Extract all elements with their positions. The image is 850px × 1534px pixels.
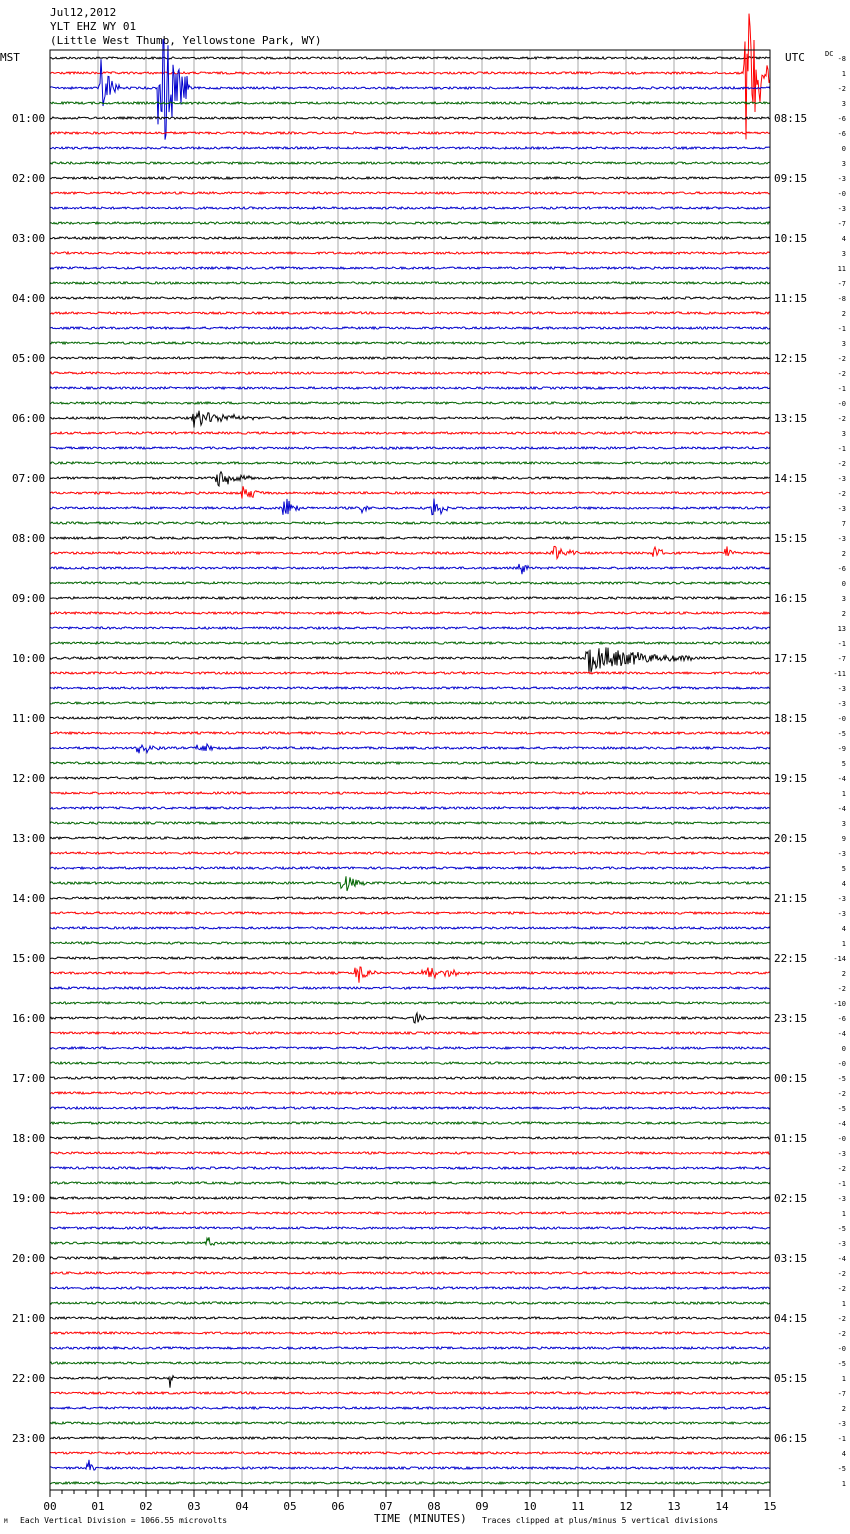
dc-offset-label: 1: [841, 1480, 846, 1488]
dc-offset-label: -2: [837, 490, 846, 498]
dc-offset-label: -2: [837, 1315, 846, 1323]
dc-offset-label: -6: [837, 1015, 846, 1023]
trace-93: [50, 1452, 770, 1454]
trace-91: [50, 1422, 770, 1424]
left-hour-label: 18:00: [12, 1132, 46, 1145]
dc-offset-label: 2: [841, 970, 846, 978]
trace-80: [50, 1257, 770, 1259]
dc-offset-label: -3: [837, 535, 846, 543]
trace-35: [50, 582, 770, 584]
trace-18: [50, 327, 770, 329]
x-tick-label: 08: [427, 1500, 441, 1513]
x-tick-label: 12: [619, 1500, 633, 1513]
trace-82: [50, 1287, 770, 1289]
trace-44: [50, 717, 770, 719]
left-hour-label: 12:00: [12, 772, 46, 785]
dc-offset-label: -1: [837, 385, 846, 393]
trace-85: [50, 1332, 770, 1334]
dc-offset-label: 4: [841, 1450, 846, 1458]
left-hour-label: 01:00: [12, 112, 46, 125]
header: [50, 6, 322, 47]
x-tick-label: 15: [763, 1500, 777, 1513]
left-hour-label: 07:00: [12, 472, 46, 485]
right-hour-label: 13:15: [774, 412, 808, 425]
dc-offset-label: -3: [837, 910, 846, 918]
dc-offset-labels: [833, 55, 846, 1488]
right-hour-label: 16:15: [774, 592, 808, 605]
header-date: Jul12,2012: [50, 6, 117, 19]
dc-offset-label: 1: [841, 790, 846, 798]
left-hour-label: 17:00: [12, 1072, 46, 1085]
trace-34: [50, 564, 770, 574]
right-hour-label: 15:15: [774, 532, 808, 545]
dc-offset-label: -7: [837, 220, 846, 228]
trace-27: [50, 462, 770, 464]
trace-57: [50, 912, 770, 914]
trace-25: [50, 432, 770, 434]
trace-15: [50, 282, 770, 284]
x-tick-label: 13: [667, 1500, 681, 1513]
trace-78: [50, 1227, 770, 1229]
right-hour-label: 06:15: [774, 1432, 808, 1445]
right-hour-label: 02:15: [774, 1192, 808, 1205]
right-hour-label: 17:15: [774, 652, 808, 665]
dc-offset-label: 5: [841, 865, 846, 873]
right-hour-label: 04:15: [774, 1312, 808, 1325]
left-hour-label: 22:00: [12, 1372, 46, 1385]
trace-79: [50, 1237, 770, 1245]
trace-38: [50, 627, 770, 629]
trace-87: [50, 1362, 770, 1364]
dc-offset-label: -2: [837, 1090, 846, 1098]
right-hour-labels: [774, 112, 807, 1445]
trace-11: [50, 222, 770, 224]
x-tick-label: 06: [331, 1500, 345, 1513]
trace-81: [50, 1272, 770, 1274]
trace-5: [50, 132, 770, 134]
dc-offset-label: -4: [837, 1030, 846, 1038]
trace-8: [50, 177, 770, 179]
trace-66: [50, 1047, 770, 1049]
left-hour-label: 11:00: [12, 712, 46, 725]
dc-offset-label: -2: [837, 1285, 846, 1293]
x-tick-label: 07: [379, 1500, 393, 1513]
dc-offset-label: -3: [837, 1240, 846, 1248]
left-hour-label: 14:00: [12, 892, 46, 905]
left-hour-label: 16:00: [12, 1012, 46, 1025]
dc-offset-label: -5: [837, 1465, 846, 1473]
dc-offset-label: 0: [841, 1045, 846, 1053]
dc-offset-label: -3: [837, 1150, 846, 1158]
dc-offset-label: -2: [837, 1330, 846, 1338]
trace-7: [50, 162, 770, 164]
dc-offset-label: -4: [837, 1255, 846, 1263]
right-hour-label: 03:15: [774, 1252, 808, 1265]
dc-offset-label: -2: [837, 1270, 846, 1278]
dc-offset-label: -9: [837, 745, 846, 753]
dc-offset-label: 2: [841, 310, 846, 318]
trace-92: [50, 1437, 770, 1439]
dc-offset-label: 1: [841, 1300, 846, 1308]
dc-offset-label: 3: [841, 595, 846, 603]
dc-label: DC: [825, 50, 834, 58]
footer: [4, 1512, 718, 1525]
trace-0: [50, 57, 770, 59]
right-hour-label: 11:15: [774, 292, 808, 305]
dc-offset-label: 1: [841, 940, 846, 948]
trace-2: [50, 39, 770, 140]
dc-offset-label: -8: [837, 55, 846, 63]
trace-40: [50, 647, 770, 673]
dc-offset-label: -3: [837, 895, 846, 903]
dc-offset-label: 3: [841, 250, 846, 258]
right-hour-label: 23:15: [774, 1012, 808, 1025]
trace-39: [50, 642, 770, 644]
left-hour-label: 08:00: [12, 532, 46, 545]
left-hour-label: 13:00: [12, 832, 46, 845]
dc-offset-label: -7: [837, 1390, 846, 1398]
dc-offset-label: 3: [841, 340, 846, 348]
trace-26: [50, 447, 770, 449]
scale-note: Each Vertical Division = 1066.55 microvolts: [20, 1516, 228, 1525]
trace-19: [50, 342, 770, 344]
dc-offset-label: -2: [837, 355, 846, 363]
trace-95: [50, 1482, 770, 1484]
dc-offset-label: 0: [841, 580, 846, 588]
dc-offset-label: -7: [837, 655, 846, 663]
right-hour-label: 01:15: [774, 1132, 808, 1145]
right-hour-label: 18:15: [774, 712, 808, 725]
trace-22: [50, 387, 770, 389]
dc-offset-label: -1: [837, 325, 846, 333]
trace-43: [50, 702, 770, 704]
right-hour-label: 09:15: [774, 172, 808, 185]
dc-offset-label: -3: [837, 1420, 846, 1428]
dc-offset-label: 4: [841, 925, 846, 933]
dc-offset-label: -8: [837, 295, 846, 303]
plot-area: [50, 14, 770, 1490]
dc-offset-label: 3: [841, 430, 846, 438]
trace-28: [50, 472, 770, 486]
dc-offset-label: -3: [837, 850, 846, 858]
dc-offset-label: 7: [841, 520, 846, 528]
trace-6: [50, 147, 770, 149]
dc-offset-label: 2: [841, 610, 846, 618]
trace-94: [50, 1460, 770, 1470]
trace-9: [50, 192, 770, 194]
left-hour-label: 09:00: [12, 592, 46, 605]
dc-offset-label: -5: [837, 1105, 846, 1113]
trace-59: [50, 942, 770, 944]
trace-52: [50, 837, 770, 839]
dc-offset-label: -6: [837, 115, 846, 123]
trace-10: [50, 207, 770, 209]
left-hour-labels: [12, 112, 45, 1445]
footer-mark: M: [4, 1518, 8, 1525]
trace-90: [50, 1407, 770, 1409]
trace-31: [50, 522, 770, 524]
right-hour-label: 20:15: [774, 832, 808, 845]
dc-offset-label: 0: [841, 145, 846, 153]
dc-offset-label: -6: [837, 565, 846, 573]
trace-24: [50, 411, 770, 428]
x-tick-label: 11: [571, 1500, 585, 1513]
trace-23: [50, 402, 770, 404]
trace-29: [50, 486, 770, 498]
trace-48: [50, 777, 770, 779]
x-tick-label: 09: [475, 1500, 489, 1513]
trace-36: [50, 597, 770, 599]
trace-21: [50, 372, 770, 374]
left-hour-label: 10:00: [12, 652, 46, 665]
dc-offset-label: 11: [837, 265, 846, 273]
x-tick-label: 05: [283, 1500, 297, 1513]
dc-offset-label: 5: [841, 760, 846, 768]
left-hour-label: 21:00: [12, 1312, 46, 1325]
right-hour-label: 10:15: [774, 232, 808, 245]
dc-offset-label: -1: [837, 1435, 846, 1443]
trace-70: [50, 1107, 770, 1109]
trace-64: [50, 1013, 770, 1023]
left-hour-label: 20:00: [12, 1252, 46, 1265]
trace-74: [50, 1167, 770, 1169]
dc-offset-label: -1: [837, 640, 846, 648]
trace-12: [50, 237, 770, 239]
dc-offset-label: -7: [837, 280, 846, 288]
trace-47: [50, 762, 770, 764]
dc-offset-label: -10: [833, 1000, 846, 1008]
left-hour-label: 23:00: [12, 1432, 46, 1445]
right-hour-label: 12:15: [774, 352, 808, 365]
dc-offset-label: 3: [841, 100, 846, 108]
dc-offset-label: -2: [837, 985, 846, 993]
right-hour-label: 19:15: [774, 772, 808, 785]
x-axis-label: TIME (MINUTES): [374, 1512, 467, 1525]
trace-49: [50, 792, 770, 794]
dc-offset-label: 1: [841, 1375, 846, 1383]
trace-65: [50, 1032, 770, 1034]
trace-46: [50, 744, 770, 753]
dc-offset-label: -4: [837, 805, 846, 813]
dc-offset-label: 9: [841, 835, 846, 843]
x-tick-label: 02: [139, 1500, 153, 1513]
dc-offset-label: -3: [837, 700, 846, 708]
right-hour-label: 14:15: [774, 472, 808, 485]
right-hour-label: 21:15: [774, 892, 808, 905]
dc-offset-label: -4: [837, 775, 846, 783]
trace-77: [50, 1212, 770, 1214]
trace-63: [50, 1002, 770, 1004]
trace-73: [50, 1152, 770, 1154]
trace-62: [50, 987, 770, 989]
header-station: YLT EHZ WY 01: [50, 20, 137, 33]
trace-69: [50, 1092, 770, 1094]
dc-offset-label: -5: [837, 1075, 846, 1083]
dc-offset-label: -2: [837, 1165, 846, 1173]
left-hour-label: 05:00: [12, 352, 46, 365]
trace-60: [50, 957, 770, 959]
trace-30: [50, 499, 770, 515]
dc-offset-label: 4: [841, 880, 846, 888]
dc-offset-label: -3: [837, 175, 846, 183]
trace-54: [50, 867, 770, 869]
dc-offset-label: 13: [837, 625, 846, 633]
dc-offset-label: 3: [841, 160, 846, 168]
trace-55: [50, 876, 770, 891]
trace-71: [50, 1122, 770, 1124]
trace-89: [50, 1392, 770, 1394]
trace-45: [50, 732, 770, 734]
dc-offset-label: -2: [837, 370, 846, 378]
dc-offset-label: -5: [837, 730, 846, 738]
dc-offset-label: -3: [837, 475, 846, 483]
dc-offset-label: -1: [837, 1180, 846, 1188]
trace-14: [50, 267, 770, 269]
trace-76: [50, 1197, 770, 1199]
trace-13: [50, 252, 770, 254]
left-hour-label: 04:00: [12, 292, 46, 305]
right-hour-label: 00:15: [774, 1072, 808, 1085]
trace-67: [50, 1062, 770, 1064]
dc-offset-label: -2: [837, 415, 846, 423]
dc-offset-label: 1: [841, 70, 846, 78]
trace-41: [50, 672, 770, 674]
right-hour-label: 08:15: [774, 112, 808, 125]
x-tick-label: 00: [43, 1500, 57, 1513]
header-location: (Little West Thumb, Yellowstone Park, WY): [50, 34, 322, 47]
dc-offset-label: -3: [837, 685, 846, 693]
trace-83: [50, 1302, 770, 1304]
trace-51: [50, 822, 770, 824]
dc-offset-label: -5: [837, 1360, 846, 1368]
trace-56: [50, 897, 770, 899]
trace-3: [50, 102, 770, 104]
trace-58: [50, 927, 770, 929]
dc-offset-label: -0: [837, 715, 846, 723]
dc-offset-label: -0: [837, 1345, 846, 1353]
right-timezone-label: UTC: [785, 51, 805, 64]
trace-86: [50, 1347, 770, 1349]
right-hour-label: 05:15: [774, 1372, 808, 1385]
trace-68: [50, 1077, 770, 1079]
trace-84: [50, 1317, 770, 1319]
dc-offset-label: 4: [841, 235, 846, 243]
left-hour-label: 19:00: [12, 1192, 46, 1205]
x-tick-label: 04: [235, 1500, 249, 1513]
right-hour-label: 22:15: [774, 952, 808, 965]
trace-53: [50, 852, 770, 854]
dc-offset-label: -5: [837, 1225, 846, 1233]
dc-offset-label: -6: [837, 130, 846, 138]
dc-offset-label: -0: [837, 190, 846, 198]
dc-offset-label: -3: [837, 205, 846, 213]
trace-17: [50, 312, 770, 314]
trace-88: [50, 1376, 770, 1388]
dc-offset-label: 1: [841, 1210, 846, 1218]
left-hour-label: 02:00: [12, 172, 46, 185]
dc-offset-label: -11: [833, 670, 846, 678]
x-tick-label: 03: [187, 1500, 201, 1513]
dc-offset-label: -4: [837, 1120, 846, 1128]
dc-offset-label: -3: [837, 505, 846, 513]
dc-offset-label: -0: [837, 1060, 846, 1068]
dc-offset-label: -1: [837, 445, 846, 453]
dc-offset-label: -0: [837, 400, 846, 408]
x-tick-label: 14: [715, 1500, 729, 1513]
dc-offset-label: 3: [841, 820, 846, 828]
x-axis: [43, 1490, 776, 1513]
trace-72: [50, 1137, 770, 1139]
seismic-traces: [50, 14, 770, 1485]
trace-75: [50, 1182, 770, 1184]
trace-16: [50, 297, 770, 299]
trace-37: [50, 612, 770, 614]
trace-61: [50, 967, 770, 983]
dc-offset-label: 2: [841, 550, 846, 558]
left-hour-label: 15:00: [12, 952, 46, 965]
trace-32: [50, 537, 770, 539]
dc-offset-label: -2: [837, 460, 846, 468]
trace-42: [50, 687, 770, 689]
x-tick-label: 10: [523, 1500, 537, 1513]
left-timezone-label: MST: [0, 51, 20, 64]
trace-20: [50, 357, 770, 359]
x-tick-label: 01: [91, 1500, 105, 1513]
left-hour-label: 03:00: [12, 232, 46, 245]
trace-50: [50, 807, 770, 809]
left-hour-label: 06:00: [12, 412, 46, 425]
trace-33: [50, 546, 770, 558]
dc-offset-label: -2: [837, 85, 846, 93]
dc-offset-label: 2: [841, 1405, 846, 1413]
dc-offset-label: -0: [837, 1135, 846, 1143]
clip-note: Traces clipped at plus/minus 5 vertical divisions: [482, 1516, 719, 1525]
dc-offset-label: -3: [837, 1195, 846, 1203]
dc-offset-label: -14: [833, 955, 846, 963]
